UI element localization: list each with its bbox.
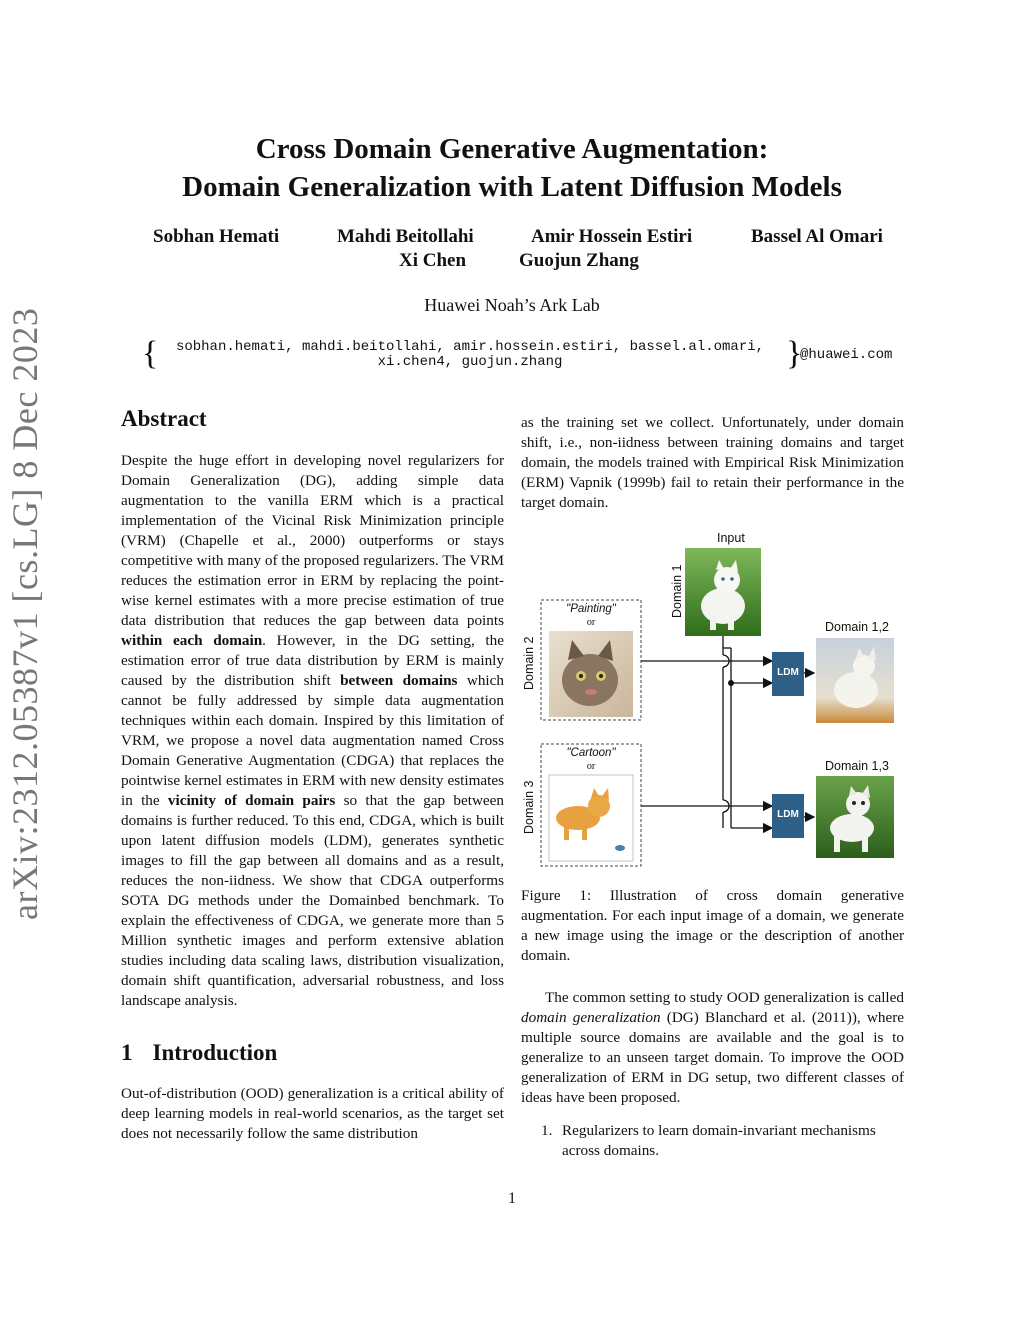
input-label: Input — [717, 531, 745, 545]
author-2: Mahdi Beitollahi — [337, 226, 474, 247]
domain3-label: Domain 3 — [522, 780, 536, 834]
email-domain: @huawei.com — [800, 347, 893, 363]
arxiv-identifier: arXiv:2312.05387v1 [cs.LG] 8 Dec 2023 — [5, 307, 45, 920]
emails-line-1: sobhan.hemati, mahdi.beitollahi, amir.hossein.estiri, bassel.al.omari, — [175, 339, 765, 355]
author-1: Sobhan Hemati — [153, 226, 280, 247]
emails — [155, 340, 785, 370]
abstract-bold-within: within each domain — [121, 632, 263, 649]
abstract-text-e: which cannot be fully addressed by simple data augmentation techniques within each domain. Inspired by this limitation of VRM, we propose a novel data augmentation named Cross Domain Generative Augmentation (CDGA) that replaces the pointwise kernel estimates in ERM with new density estimates in the — [121, 672, 504, 809]
intro-paragraph: Out-of-distribution (OOD) generalization is a critical ability of deep learning models in real-world scenarios, as the target set does not necessarily follow the same distribution — [121, 1085, 504, 1142]
figure-1 — [516, 528, 908, 876]
author-3: Amir Hossein Estiri — [531, 226, 693, 247]
abstract-text-c: . However, in the DG setting, the estimation error of true data distribution by ERM is mainly caused by the distribution shift — [121, 632, 504, 689]
abstract-heading: Abstract — [121, 406, 207, 431]
abstract-text-g: so that the gap between domains is further reduced. To this end, CDGA, which is built upon latent diffusion models (LDM), generates synthetic images to fill the gap between all domains and as a result, reduces the non-iidness. We show that CDGA outperforms SOTA DG methods under the Domainbed benchmark. To explain the effectiveness of CDGA, we generate more than 5 Million synthetic images and perform extensive ablation studies including data scaling laws, distribution visualization, domain shift quantification, adversarial robustness, and loss landscape analysis. — [121, 792, 504, 1009]
painting-label: "Painting" — [566, 603, 616, 615]
ldm-label-2: LDM — [777, 809, 799, 820]
output-image-domain-1-3 — [816, 776, 894, 858]
domain2-label: Domain 2 — [522, 636, 536, 690]
author-6: Guojun Zhang — [519, 250, 639, 271]
p2-text-a: The common setting to study OOD generalization is called — [545, 989, 904, 1006]
right-col-paragraph-2 — [521, 988, 904, 1108]
painting-image — [549, 631, 633, 717]
input-image — [685, 548, 761, 636]
ldm-label-1: LDM — [777, 667, 799, 678]
intro-title: Introduction — [152, 1040, 278, 1065]
abstract-body — [121, 451, 504, 1011]
or-label-1: or — [586, 617, 596, 628]
output-label-1-2: Domain 1,2 — [825, 620, 889, 634]
output-image-domain-1-2 — [816, 638, 894, 723]
p2-italic-dg: domain generalization — [521, 1009, 661, 1026]
abstract-bold-between: between domains — [340, 672, 458, 689]
affiliation: Huawei Noah’s Ark Lab — [424, 295, 600, 315]
page-number: 1 — [508, 1190, 516, 1207]
domain1-label: Domain 1 — [670, 564, 684, 618]
left-brace: { — [142, 335, 159, 372]
paper-title — [0, 130, 1024, 206]
figure-caption: Figure 1: Illustration of cross domain generative augmentation. For each input image of a domain, we generate a new image using the image or the description of another domain. — [521, 887, 904, 964]
emails-line-2: xi.chen4, guojun.zhang — [377, 354, 563, 370]
list-item-1: Regularizers to learn domain-invariant mechanisms across domains. — [562, 1122, 876, 1159]
title-line-2: Domain Generalization with Latent Diffusion Models — [182, 171, 842, 203]
author-5: Xi Chen — [399, 250, 467, 271]
intro-number: 1 — [121, 1040, 133, 1065]
p2-text-c: (DG) Blanchard et al. (2011)), where multiple source domains are available and the goal is to generalize to an unseen target domain. To improve the OOD generalization of ERM in DG setup, two different classes of ideas have been proposed. — [521, 1009, 905, 1106]
title-line-1: Cross Domain Generative Augmentation: — [255, 133, 769, 165]
figure-diagram — [516, 528, 908, 876]
abstract-bold-vicinity: vicinity of domain pairs — [167, 792, 336, 809]
or-label-2: or — [586, 761, 596, 772]
right-brace: } — [786, 335, 803, 372]
list-number-1: 1. — [541, 1122, 553, 1139]
right-col-continuation: as the training set we collect. Unfortunately, under domain shift, i.e., non-iidness between training domains and target domain, the models trained with Empirical Risk Minimization (ERM) Vapnik (1999b) fail to retain their performance in the target domain. — [521, 414, 904, 511]
author-4: Bassel Al Omari — [751, 226, 883, 247]
abstract-text-a: Despite the huge effort in developing novel regularizers for Domain Generalization (DG), adding simple data augmentation to the vanilla ERM which is a practical implementation of the Vicinal Risk Minimization principle (VRM) (Chapelle et al., 2000) outperforms or stays competitive with many of the proposed regularizers. The VRM reduces the estimation error in ERM by replacing the point-wise kernel estimates with a more precise estimation of true data distribution that reduces the gap between data points — [121, 452, 504, 629]
cartoon-image — [549, 775, 633, 861]
intro-heading — [121, 1040, 277, 1066]
output-label-1-3: Domain 1,3 — [825, 759, 889, 773]
cartoon-label: "Cartoon" — [566, 747, 616, 759]
